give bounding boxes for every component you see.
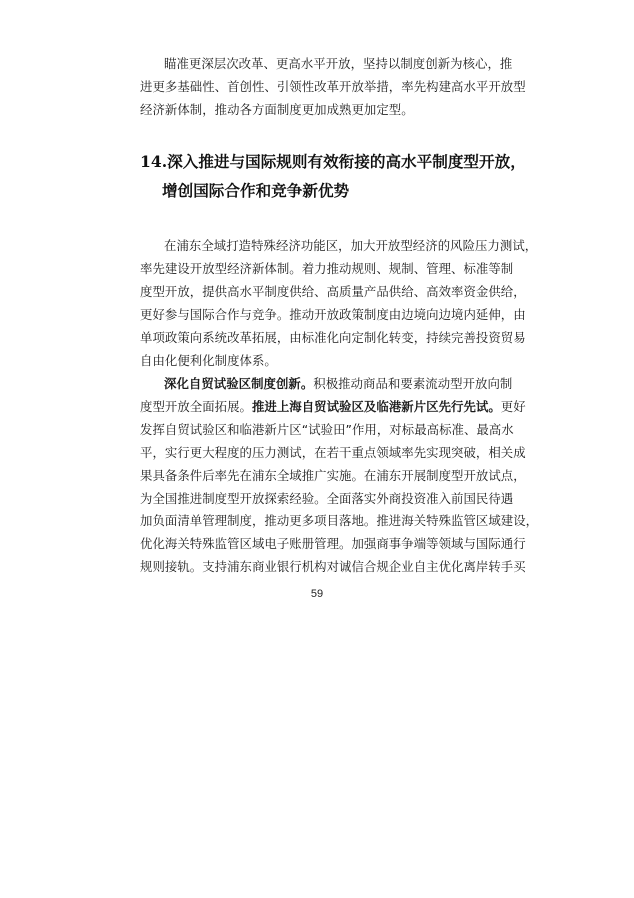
paragraph-1 bbox=[140, 235, 538, 372]
paragraph-2-line-4: 平，实行更大程度的压力测试，在若干重点领域率先实现突破，相关成 bbox=[140, 444, 526, 460]
paragraph-2-line-1-rest: 积极推动商品和要素流动型开放向制 bbox=[313, 376, 513, 391]
paragraph-2-line-2-bold: 推进上海自贸试验区及临港新片区先行先试。 bbox=[251, 398, 501, 414]
paragraph-2 bbox=[140, 373, 539, 579]
paragraph-1-line-6: 自由化便利化制度体系。 bbox=[140, 352, 277, 368]
paragraph-2-line-9: 规则接轨。支持浦东商业银行机构对诚信合规企业自主优化离岸转手买 bbox=[140, 559, 526, 575]
intro-line-3: 经济新体制，推动各方面制度更加成熟更加定型。 bbox=[140, 101, 414, 117]
intro-line-1: 瞄准更深层次改革、更高水平开放，坚持以制度创新为核心，推 bbox=[164, 56, 513, 71]
paragraph-2-line-5: 果具备条件后率先在浦东全域推广实施。在浦东开展制度型开放试点， bbox=[140, 467, 526, 483]
paragraph-2-line-2-plain: 度型开放全面拓展。 bbox=[140, 398, 252, 414]
paragraph-1-line-5: 单项政策向系统改革拓展，由标准化向定制化转变，持续完善投资贸易 bbox=[140, 329, 526, 345]
paragraph-2-line-3: 发挥自贸试验区和临港新片区“试验田”作用，对标最高标准、最高水 bbox=[140, 421, 514, 437]
page-number: 59 bbox=[310, 588, 324, 600]
paragraph-2-line-7: 加负面清单管理制度，推动更多项目落地。推进海关特殊监管区域建设， bbox=[140, 513, 539, 529]
paragraph-2-line-2 bbox=[140, 396, 526, 419]
paragraph-2-line-6: 为全国推进制度型开放探索经验。全面落实外商投资准入前国民待遇 bbox=[140, 490, 514, 506]
paragraph-1-line-2: 率先建设开放型经济新体制。着力推动规则、规制、管理、标准等制 bbox=[140, 260, 514, 276]
section-heading bbox=[140, 148, 526, 205]
paragraph-2-bold-lead: 深化自贸试验区制度创新。 bbox=[164, 376, 314, 391]
intro-line-2: 进更多基础性、首创性、引领性改革开放举措，率先构建高水平开放型 bbox=[140, 78, 526, 94]
intro-paragraph bbox=[140, 53, 526, 122]
paragraph-1-line-3: 度型开放，提供高水平制度供给、高质量产品供给、高效率资金供给， bbox=[140, 283, 526, 299]
paragraph-2-line-2-rest: 更好 bbox=[500, 398, 526, 414]
section-heading-line-1: 14.深入推进与国际规则有效衔接的高水平制度型开放， bbox=[140, 152, 526, 171]
paragraph-1-line-1: 在浦东全域打造特殊经济功能区，加大开放型经济的风险压力测试， bbox=[164, 238, 538, 253]
paragraph-2-line-8: 优化海关特殊监管区域电子账册管理。加强商事争端等领域与国际通行 bbox=[140, 536, 526, 552]
paragraph-2-line-1 bbox=[140, 373, 513, 396]
paragraph-1-line-4: 更好参与国际合作与竞争。推动开放政策制度由边境向边境内延伸，由 bbox=[140, 306, 526, 322]
section-heading-line-2: 增创国际合作和竞争新优势 bbox=[162, 180, 350, 200]
